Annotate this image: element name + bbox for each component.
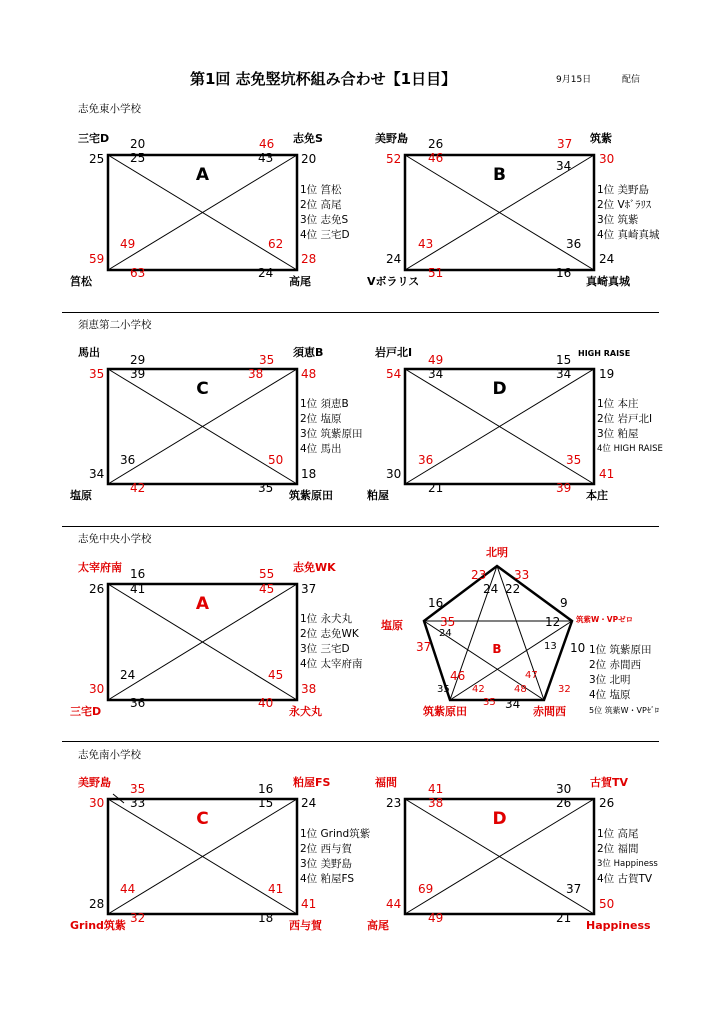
score-value: 16 — [428, 596, 444, 610]
standing-entry: 4位 馬出 — [300, 443, 342, 455]
score-value: 16 — [556, 266, 572, 280]
score-value: 26 — [556, 796, 572, 810]
score-value: 50 — [268, 453, 284, 467]
team-name: 筑紫 — [590, 132, 612, 145]
standing-entry: 3位 Happiness — [597, 859, 658, 869]
score-value: 24 — [439, 628, 452, 639]
standing-entry: 1位 筥松 — [300, 184, 342, 196]
venue-title: 志免中央小学校 — [78, 533, 152, 545]
team-name: 須恵B — [293, 346, 324, 359]
score-value: 45 — [259, 582, 275, 596]
standing-entry: 5位 筑紫W・VPｾﾞﾛ — [589, 706, 659, 715]
score-value: 24 — [386, 252, 402, 266]
score-value: 18 — [301, 467, 317, 481]
score-value: 35 — [89, 367, 105, 381]
standing-entry: 2位 西与賀 — [300, 843, 353, 855]
group-label: D — [492, 379, 507, 399]
score-value: 43 — [258, 151, 274, 165]
standing-entry: 2位 福間 — [597, 843, 639, 855]
score-value: 52 — [386, 152, 402, 166]
score-value: 37 — [416, 640, 432, 654]
score-value: 40 — [258, 696, 274, 710]
score-value: 21 — [556, 911, 572, 925]
score-value: 59 — [89, 252, 105, 266]
score-value: 36 — [418, 453, 434, 467]
team-name: 塩原 — [381, 619, 403, 632]
score-value: 22 — [505, 582, 521, 596]
team-name: Vボラリス — [367, 275, 420, 288]
score-value: 41 — [301, 897, 317, 911]
score-value: 63 — [130, 266, 146, 280]
date-text: 9月15日 — [556, 75, 592, 85]
team-name: 志免S — [293, 132, 323, 145]
score-value: 26 — [89, 582, 105, 596]
score-value: 55 — [259, 567, 275, 581]
score-value: 23 — [386, 796, 402, 810]
score-value: 32 — [130, 911, 146, 925]
score-value: 30 — [89, 796, 105, 810]
score-value: 16 — [258, 782, 274, 796]
score-value: 28 — [89, 897, 105, 911]
score-value: 35 — [437, 684, 450, 695]
page-title: 第1回 志免竪坑杯組み合わせ【1日目】 — [190, 70, 457, 88]
score-value: 10 — [570, 641, 586, 655]
score-value: 15 — [258, 796, 274, 810]
score-value: 24 — [120, 668, 136, 682]
score-value: 49 — [428, 911, 444, 925]
match-line — [450, 621, 572, 700]
team-name: 福間 — [375, 776, 397, 789]
standing-entry: 3位 志免S — [300, 214, 349, 226]
standing-entry: 2位 岩戸北I — [597, 413, 653, 425]
standing-entry: 1位 高尾 — [597, 828, 639, 840]
standing-entry: 3位 粕屋 — [597, 428, 639, 440]
team-name: 太宰府南 — [78, 561, 122, 574]
score-value: 23 — [471, 568, 487, 582]
standing-entry: 4位 古賀TV — [597, 873, 653, 885]
team-name: 真崎真城 — [586, 275, 630, 288]
score-value: 49 — [428, 353, 444, 367]
standing-entry: 4位 塩原 — [589, 689, 631, 701]
team-name: 塩原 — [70, 489, 92, 502]
team-name: 筑紫原田 — [289, 489, 333, 502]
score-value: 9 — [560, 596, 568, 610]
score-value: 24 — [599, 252, 615, 266]
team-name: 本庄 — [586, 489, 608, 502]
score-value: 28 — [301, 252, 317, 266]
score-value: 26 — [428, 137, 444, 151]
group-label: D — [492, 809, 507, 829]
note-text: 配信 — [622, 75, 641, 85]
score-value: 41 — [599, 467, 615, 481]
score-value: 35 — [130, 782, 146, 796]
team-name: 筑紫W・VPゼロ — [576, 615, 634, 624]
score-value: 38 — [301, 682, 317, 696]
standing-entry: 3位 三宅D — [300, 643, 350, 655]
score-value: 36 — [120, 453, 136, 467]
standing-entry: 4位 真崎真城 — [597, 229, 660, 241]
score-value: 19 — [599, 367, 615, 381]
score-value: 26 — [599, 796, 615, 810]
score-value: 24 — [483, 582, 499, 596]
team-name: 高尾 — [289, 275, 311, 288]
standing-entry: 4位 HIGH RAISE — [597, 444, 663, 454]
score-value: 24 — [301, 796, 317, 810]
standing-entry: 1位 美野島 — [597, 184, 650, 196]
group-label: A — [195, 594, 210, 614]
score-value: 62 — [268, 237, 284, 251]
score-value: 46 — [450, 669, 466, 683]
standing-entry: 4位 三宅D — [300, 229, 350, 241]
score-value: 34 — [428, 367, 444, 381]
team-name: 西与賀 — [289, 919, 322, 932]
score-value: 45 — [268, 668, 284, 682]
score-value: 20 — [130, 137, 146, 151]
team-name: 美野島 — [78, 776, 111, 789]
score-value: 34 — [89, 467, 105, 481]
score-value: 34 — [505, 697, 521, 711]
score-value: 30 — [386, 467, 402, 481]
score-value: 25 — [89, 152, 105, 166]
score-value: 42 — [472, 684, 485, 695]
team-name: 美野島 — [375, 132, 408, 145]
standing-entry: 2位 Vﾎﾞﾗﾘｽ — [597, 199, 651, 211]
group-label: C — [196, 809, 209, 829]
score-value: 33 — [514, 568, 530, 582]
score-value: 33 — [130, 796, 146, 810]
score-value: 44 — [120, 882, 136, 896]
score-value: 38 — [248, 367, 264, 381]
score-value: 32 — [558, 684, 571, 695]
score-value: 39 — [556, 481, 572, 495]
standing-entry: 3位 筑紫 — [597, 214, 639, 226]
standing-entry: 2位 志免WK — [300, 628, 359, 640]
score-value: 41 — [428, 782, 444, 796]
team-name: Happiness — [586, 919, 651, 932]
score-value: 13 — [544, 641, 557, 652]
team-name: 岩戸北I — [375, 346, 413, 359]
standing-entry: 3位 筑紫原田 — [300, 428, 363, 440]
score-value: 54 — [386, 367, 402, 381]
score-value: 15 — [556, 353, 572, 367]
score-value: 48 — [301, 367, 317, 381]
score-value: 49 — [120, 237, 136, 251]
team-name: 高尾 — [367, 919, 389, 932]
score-value: 46 — [259, 137, 275, 151]
venue-title: 須恵第二小学校 — [78, 319, 152, 331]
team-name: 志免WK — [293, 561, 336, 574]
venue-title: 志免東小学校 — [78, 103, 141, 115]
team-name: 古賀TV — [590, 776, 629, 789]
score-value: 37 — [557, 137, 573, 151]
score-value: 35 — [259, 353, 275, 367]
standing-entry: 2位 赤間西 — [589, 659, 642, 671]
score-value: 35 — [483, 697, 496, 708]
score-value: 46 — [428, 151, 444, 165]
standing-entry: 2位 塩原 — [300, 413, 342, 425]
score-value: 37 — [566, 882, 582, 896]
team-name: 粕屋FS — [293, 776, 331, 789]
score-value: 20 — [301, 152, 317, 166]
score-value: 12 — [545, 615, 561, 629]
score-value: 50 — [599, 897, 615, 911]
team-name: 北明 — [486, 546, 508, 559]
score-value: 16 — [130, 567, 146, 581]
standing-entry: 4位 太宰府南 — [300, 658, 363, 670]
team-name: 筥松 — [70, 275, 92, 288]
score-value: 34 — [556, 367, 572, 381]
score-value: 36 — [566, 237, 582, 251]
score-value: 30 — [599, 152, 615, 166]
standing-entry: 1位 永犬丸 — [300, 613, 353, 625]
standing-entry: 4位 粕屋FS — [300, 873, 355, 885]
score-value: 43 — [418, 237, 434, 251]
team-name: Grind筑紫 — [70, 919, 126, 932]
team-name: 筑紫原田 — [423, 705, 467, 718]
score-value: 42 — [130, 481, 146, 495]
group-label: A — [195, 165, 210, 185]
score-value: 39 — [130, 367, 146, 381]
score-value: 30 — [89, 682, 105, 696]
score-value: 48 — [514, 684, 527, 695]
score-value: 41 — [130, 582, 146, 596]
team-name: 永犬丸 — [289, 705, 322, 718]
standing-entry: 1位 筑紫原田 — [589, 644, 652, 656]
score-value: 47 — [525, 670, 538, 681]
team-name: 三宅D — [70, 705, 102, 718]
score-value: 38 — [428, 796, 444, 810]
score-value: 69 — [418, 882, 434, 896]
standing-entry: 1位 本庄 — [597, 398, 639, 410]
score-value: 21 — [428, 481, 444, 495]
standing-entry: 1位 Grind筑紫 — [300, 828, 371, 840]
score-value: 37 — [301, 582, 317, 596]
standing-entry: 3位 北明 — [589, 674, 631, 686]
score-value: 18 — [258, 911, 274, 925]
standing-entry: 1位 須恵B — [300, 398, 349, 410]
score-value: 34 — [556, 159, 572, 173]
standing-entry: 3位 美野島 — [300, 858, 353, 870]
team-name: HIGH RAISE — [578, 349, 631, 358]
score-value: 51 — [428, 266, 444, 280]
group-label: B — [492, 642, 502, 656]
score-value: 41 — [268, 882, 284, 896]
group-label: B — [493, 165, 506, 185]
score-value: 35 — [440, 615, 456, 629]
team-name: 赤間西 — [533, 705, 566, 718]
team-name: 馬出 — [78, 346, 100, 359]
score-value: 35 — [258, 481, 274, 495]
score-value: 24 — [258, 266, 274, 280]
standing-entry: 2位 高尾 — [300, 199, 342, 211]
score-value: 30 — [556, 782, 572, 796]
score-value: 25 — [130, 151, 146, 165]
venue-title: 志免南小学校 — [78, 749, 141, 761]
score-value: 36 — [130, 696, 146, 710]
score-value: 35 — [566, 453, 582, 467]
score-value: 44 — [386, 897, 402, 911]
team-name: 三宅D — [78, 132, 110, 145]
group-label: C — [196, 379, 209, 399]
team-name: 粕屋 — [367, 489, 389, 502]
score-value: 29 — [130, 353, 146, 367]
